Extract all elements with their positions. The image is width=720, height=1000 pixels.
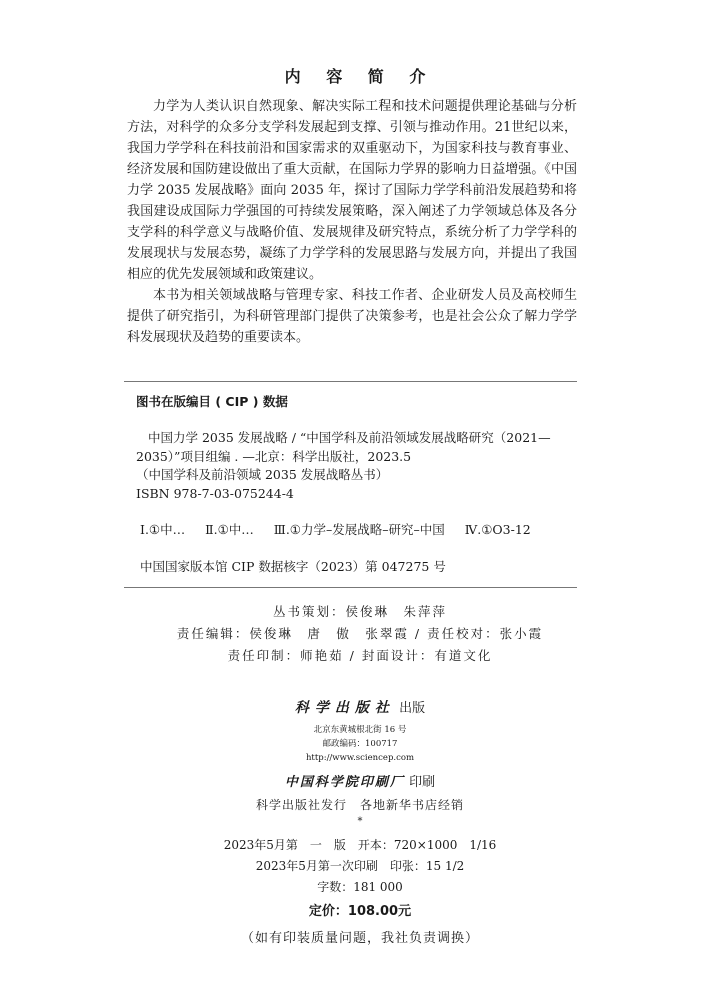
publisher-name: 科学出版社	[294, 700, 395, 716]
printer-name: 中国科学院印刷厂	[284, 775, 405, 790]
specs	[0, 835, 720, 898]
publisher-address: 北京东黄城根北街 16 号	[313, 725, 407, 735]
editors: 责任编辑：侯俊琳 唐 傲 张翠霞 / 责任校对：张小霞	[176, 626, 544, 641]
cip-class-item: Ⅰ.①中…	[140, 522, 186, 537]
publisher-line	[0, 697, 720, 717]
cip-line: 2035）”项目组编 . —北京：科学出版社，2023.5	[136, 448, 412, 464]
quality-notice: （如有印装质量问题，我社负责调换）	[240, 931, 479, 946]
word-count: 字数：181 000	[317, 880, 403, 894]
intro-paragraph: 力学为人类认识自然现象、解决实际工程和技术问题提供理论基础与分析方法，对科学的众多分支学科发展起到支撑、引领与推动作用。21世纪以来，我国力学学科在科技前沿和国家需求的双重驱动下，为国家科技与教育事业、经济发展和国防建设做出了重大贡献，在国际力学界的影响力日益增强。《中国力学 2035 发展战略》面向 2035 年，探讨了国际力学学科前沿发展趋势和将我国建设成国际力学强国的可持续发展策略，深入阐述了力学领域总体及各分支学科的科学意义与战略价值、发展规律及研究特点，系统分析了力学学科的发展现状与发展态势，凝练了力学学科的发展思路与发展方向，并提出了我国相应的优先发展领域和政策建议。	[127, 99, 577, 282]
series-planning: 丛书策划：侯俊琳 朱萍萍	[272, 604, 447, 619]
cip-classification	[140, 520, 547, 538]
publisher-action: 出版	[399, 701, 426, 716]
divider-top	[124, 381, 577, 382]
cip-line: （中国学科及前沿领域 2035 发展战略丛书）	[136, 467, 389, 482]
publisher-block	[0, 697, 720, 946]
edition-info: 2023年5月第 一 版 开本：720×1000 1/16	[223, 838, 497, 852]
price-value: 108.00元	[347, 904, 412, 919]
price	[0, 900, 720, 919]
cip-line: 中国力学 2035 发展战略 / “中国学科及前沿领域发展战略研究（2021—	[148, 430, 551, 445]
publisher-website: http://www.sciencep.com	[305, 753, 415, 763]
intro-paragraph: 本书为相关领域战略与管理专家、科技工作者、企业研发人员及高校师生提供了研究指引，为科研管理部门提供了决策参考，也是社会公众了解力学学科发展现状及趋势的重要读本。	[127, 288, 577, 345]
cip-class-item: Ⅲ.①力学–发展战略–研究–中国	[273, 522, 445, 537]
cip-heading: 图书在版编目 ( CIP ) 数据	[136, 394, 288, 409]
cip-record-number: 中国国家版本馆 CIP 数据核字（2023）第 047275 号	[140, 559, 446, 574]
price-label: 定价：	[308, 904, 348, 919]
divider-bottom	[124, 587, 577, 588]
cip-record	[136, 429, 578, 503]
distribution: 科学出版社发行 各地新华书店经销	[255, 798, 464, 812]
cip-class-item: Ⅱ.①中…	[205, 522, 254, 537]
separator-star: *	[357, 816, 363, 827]
printer-action: 印刷	[409, 775, 436, 790]
printing-design: 责任印制：师艳茹 / 封面设计：有道文化	[227, 648, 493, 663]
intro-text	[127, 96, 577, 348]
credits	[0, 601, 720, 667]
cip-class-item: Ⅳ.①O3-12	[464, 522, 531, 537]
intro-title: 内 容 简 介	[284, 67, 436, 86]
cip-isbn: ISBN 978-7-03-075244-4	[136, 485, 294, 501]
printer-line	[0, 771, 720, 790]
printing-info: 2023年5月第一次印刷 印张：15 1/2	[255, 859, 465, 873]
publisher-postcode: 邮政编码：100717	[322, 739, 398, 749]
